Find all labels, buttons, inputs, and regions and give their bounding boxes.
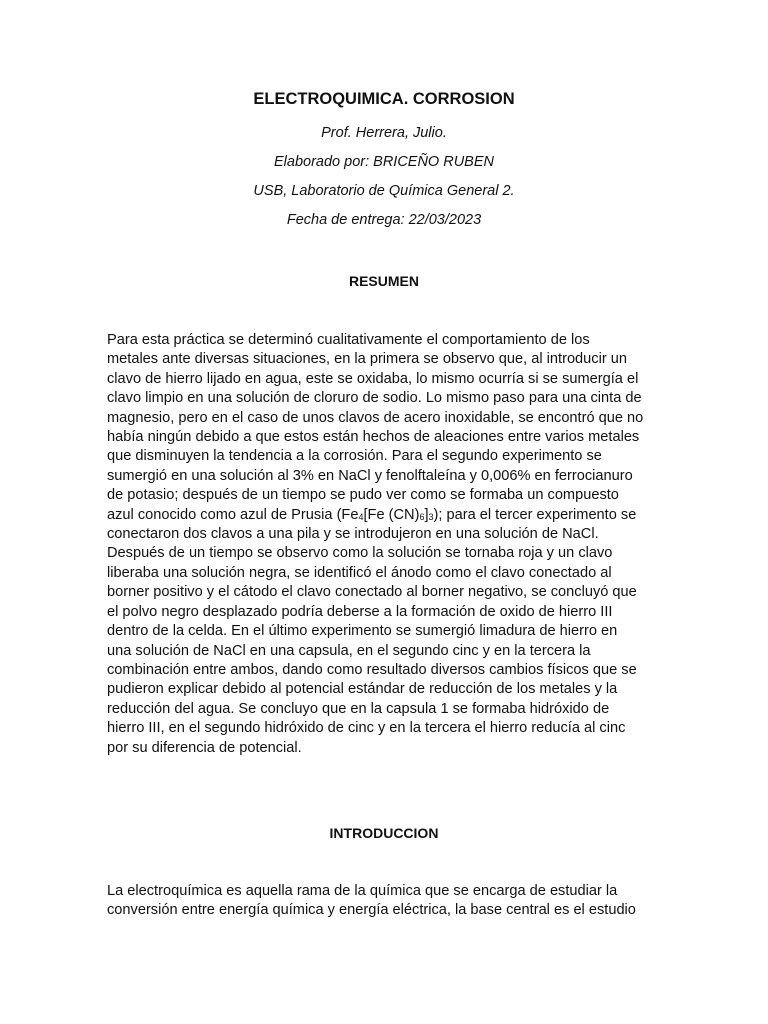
paragraph-line: de potasio; después de un tiempo se pudo ver como se formaba un compuesto <box>107 487 619 504</box>
resumen-heading: RESUMEN <box>348 273 419 289</box>
paragraph-line: Para esta práctica se determinó cualitativamente el comportamiento de los <box>107 332 590 348</box>
paragraph-line: pudieron explicar debido al potencial estándar de reducción de los metales y la <box>107 681 618 698</box>
formula-text: ] <box>424 506 429 523</box>
paragraph-line: metales ante diversas situaciones, en la primera se observo que, al introducir un <box>107 351 627 368</box>
paragraph-line: conectaron dos clavos a una pila y se introdujeron en una solución de NaCl. <box>107 526 599 543</box>
paragraph-line: hierro III, en el segundo hidróxido de cinc y en la tercera el hierro reducía al cinc <box>107 720 626 737</box>
paragraph-line: el polvo negro desplazado podría deberse a la formación de oxido de hierro III <box>107 603 613 620</box>
introduccion-paragraph <box>107 882 663 921</box>
professor-line: Prof. Herrera, Julio. <box>321 125 447 141</box>
formula-subscript: 6 <box>419 511 425 522</box>
formula-text: azul conocido como azul de Prusia (Fe <box>107 506 359 523</box>
paragraph-line: Después de un tiempo se observo como la solución se tornaba roja y un clavo <box>107 545 613 562</box>
paragraph-line: borner positivo y el cátodo el clavo conectado al borner negativo, se concluyó que <box>107 584 637 601</box>
introduccion-heading: INTRODUCCION <box>329 825 439 841</box>
formula-line <box>107 506 663 525</box>
paragraph-line: por su diferencia de potencial. <box>107 739 302 756</box>
paragraph-line: conversión entre energía química y energía eléctrica, la base central es el estudio <box>107 902 636 919</box>
paragraph-line: liberaba una solución negra, se identificó el ánodo como el clavo conectado al <box>107 564 612 581</box>
author-line: Elaborado por: BRICEÑO RUBEN <box>274 154 494 170</box>
paragraph-line: había ningún debido a que estos están hechos de aleaciones entre varios metales <box>107 429 640 446</box>
paragraph-line: clavo limpio en una solución de cloruro de sodio. Lo mismo paso para una cinta de <box>107 390 642 407</box>
document-title: ELECTROQUIMICA. CORROSION <box>253 90 515 108</box>
paragraph-line: sumergió en una solución al 3% en NaCl y fenolftaleína y 0,006% en ferrocianuro <box>107 467 633 484</box>
paragraph-line: que disminuyen la tendencia a la corrosión. Para el segundo experimento se <box>107 448 602 465</box>
paragraph-line: combinación entre ambos, dando como resultado diversos cambios físicos que se <box>107 661 637 678</box>
paragraph-line: clavo de hierro lijado en agua, este se oxidaba, lo mismo ocurría si se sumergía el <box>107 370 639 387</box>
paragraph-line: magnesio, pero en el caso de unos clavos de acero inoxidable, se encontró que no <box>107 409 644 426</box>
resumen-paragraph <box>107 331 663 758</box>
institution-line: USB, Laboratorio de Química General 2. <box>253 183 515 199</box>
paragraph-line: reducción del agua. Se concluyo que en la capsula 1 se formaba hidróxido de <box>107 700 610 717</box>
paragraph-line: una solución de NaCl en una capsula, en el segundo cinc y en la tercera la <box>107 642 591 659</box>
paragraph-line: La electroquímica es aquella rama de la química que se encarga de estudiar la <box>107 883 618 899</box>
formula-subscript: 4 <box>358 511 364 522</box>
formula-subscript: 3 <box>428 511 434 522</box>
paragraph-line: dentro de la celda. En el último experimento se sumergió limadura de hierro en <box>107 623 618 640</box>
formula-text: [Fe (CN) <box>363 506 420 523</box>
formula-text: ); para el tercer experimento se <box>433 506 637 523</box>
date-line: Fecha de entrega: 22/03/2023 <box>286 212 482 228</box>
